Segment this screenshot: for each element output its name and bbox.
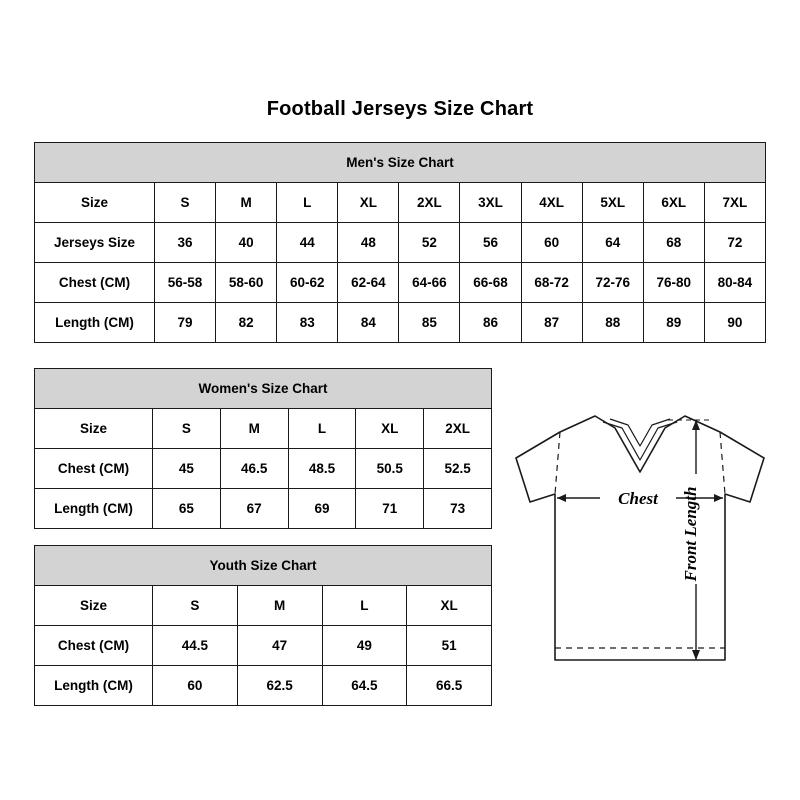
mens-r2-c7: 87 — [521, 303, 582, 343]
youth-r1-c0: Length (CM) — [35, 666, 153, 706]
youth-col-4: XL — [407, 586, 492, 626]
table-row — [35, 223, 766, 263]
youth-r0-c0: Chest (CM) — [35, 626, 153, 666]
mens-r0-c6: 56 — [460, 223, 521, 263]
mens-table-header: Men's Size Chart — [35, 143, 766, 183]
youth-table-header: Youth Size Chart — [35, 546, 492, 586]
mens-r2-c8: 88 — [582, 303, 643, 343]
youth-r1-c3: 64.5 — [322, 666, 407, 706]
youth-table-header-row — [35, 546, 492, 586]
table-row — [35, 489, 492, 529]
womens-r0-c1: 45 — [153, 449, 221, 489]
tshirt-measurement-diagram — [500, 398, 780, 688]
table-row — [35, 263, 766, 303]
page-title: Football Jerseys Size Chart — [266, 98, 534, 120]
mens-r1-c2: 58-60 — [216, 263, 277, 303]
womens-table-header-row — [35, 369, 492, 409]
womens-col-0: Size — [35, 409, 153, 449]
mens-col-6: 3XL — [460, 183, 521, 223]
mens-r1-c0: Chest (CM) — [35, 263, 155, 303]
mens-r0-c8: 64 — [582, 223, 643, 263]
mens-col-2: M — [216, 183, 277, 223]
womens-r1-c2: 67 — [220, 489, 288, 529]
youth-col-3: L — [322, 586, 407, 626]
mens-r1-c1: 56-58 — [155, 263, 216, 303]
mens-col-3: L — [277, 183, 338, 223]
mens-r0-c9: 68 — [643, 223, 704, 263]
womens-table-header: Women's Size Chart — [35, 369, 492, 409]
mens-r1-c8: 72-76 — [582, 263, 643, 303]
youth-column-header-row — [35, 586, 492, 626]
youth-size-table — [34, 545, 492, 706]
womens-column-header-row — [35, 409, 492, 449]
mens-r2-c6: 86 — [460, 303, 521, 343]
mens-r0-c3: 44 — [277, 223, 338, 263]
mens-r2-c1: 79 — [155, 303, 216, 343]
mens-r2-c5: 85 — [399, 303, 460, 343]
youth-col-2: M — [237, 586, 322, 626]
youth-col-1: S — [153, 586, 238, 626]
table-row — [35, 666, 492, 706]
youth-col-0: Size — [35, 586, 153, 626]
mens-col-8: 5XL — [582, 183, 643, 223]
mens-r1-c5: 64-66 — [399, 263, 460, 303]
mens-r2-c2: 82 — [216, 303, 277, 343]
mens-r2-c3: 83 — [277, 303, 338, 343]
table-row — [35, 449, 492, 489]
womens-size-table — [34, 368, 492, 529]
mens-r1-c7: 68-72 — [521, 263, 582, 303]
mens-r0-c7: 60 — [521, 223, 582, 263]
youth-r1-c2: 62.5 — [237, 666, 322, 706]
womens-r1-c5: 73 — [424, 489, 492, 529]
table-row — [35, 626, 492, 666]
mens-r0-c0: Jerseys Size — [35, 223, 155, 263]
mens-r1-c6: 66-68 — [460, 263, 521, 303]
mens-r2-c0: Length (CM) — [35, 303, 155, 343]
front-length-label: Front Length — [681, 486, 700, 582]
mens-r0-c1: 36 — [155, 223, 216, 263]
table-row — [35, 303, 766, 343]
mens-col-7: 4XL — [521, 183, 582, 223]
mens-r1-c10: 80-84 — [704, 263, 765, 303]
mens-r1-c9: 76-80 — [643, 263, 704, 303]
mens-table-header-row — [35, 143, 766, 183]
womens-col-3: L — [288, 409, 356, 449]
womens-r0-c4: 50.5 — [356, 449, 424, 489]
mens-col-10: 7XL — [704, 183, 765, 223]
mens-r0-c4: 48 — [338, 223, 399, 263]
womens-r0-c5: 52.5 — [424, 449, 492, 489]
womens-r0-c2: 46.5 — [220, 449, 288, 489]
womens-col-1: S — [153, 409, 221, 449]
mens-col-0: Size — [35, 183, 155, 223]
womens-r1-c3: 69 — [288, 489, 356, 529]
mens-col-1: S — [155, 183, 216, 223]
mens-r1-c4: 62-64 — [338, 263, 399, 303]
chest-label: Chest — [618, 489, 658, 508]
womens-col-4: XL — [356, 409, 424, 449]
mens-r0-c10: 72 — [704, 223, 765, 263]
mens-r2-c4: 84 — [338, 303, 399, 343]
womens-r0-c3: 48.5 — [288, 449, 356, 489]
mens-r1-c3: 60-62 — [277, 263, 338, 303]
womens-r1-c4: 71 — [356, 489, 424, 529]
youth-r1-c1: 60 — [153, 666, 238, 706]
youth-r0-c3: 49 — [322, 626, 407, 666]
mens-r0-c5: 52 — [399, 223, 460, 263]
womens-col-2: M — [220, 409, 288, 449]
mens-r0-c2: 40 — [216, 223, 277, 263]
mens-r2-c10: 90 — [704, 303, 765, 343]
womens-r1-c0: Length (CM) — [35, 489, 153, 529]
mens-col-9: 6XL — [643, 183, 704, 223]
mens-r2-c9: 89 — [643, 303, 704, 343]
youth-r0-c2: 47 — [237, 626, 322, 666]
mens-col-4: XL — [338, 183, 399, 223]
youth-r0-c1: 44.5 — [153, 626, 238, 666]
mens-size-table — [34, 142, 766, 343]
mens-column-header-row — [35, 183, 766, 223]
womens-r1-c1: 65 — [153, 489, 221, 529]
youth-r1-c4: 66.5 — [407, 666, 492, 706]
womens-r0-c0: Chest (CM) — [35, 449, 153, 489]
mens-col-5: 2XL — [399, 183, 460, 223]
youth-r0-c4: 51 — [407, 626, 492, 666]
womens-col-5: 2XL — [424, 409, 492, 449]
